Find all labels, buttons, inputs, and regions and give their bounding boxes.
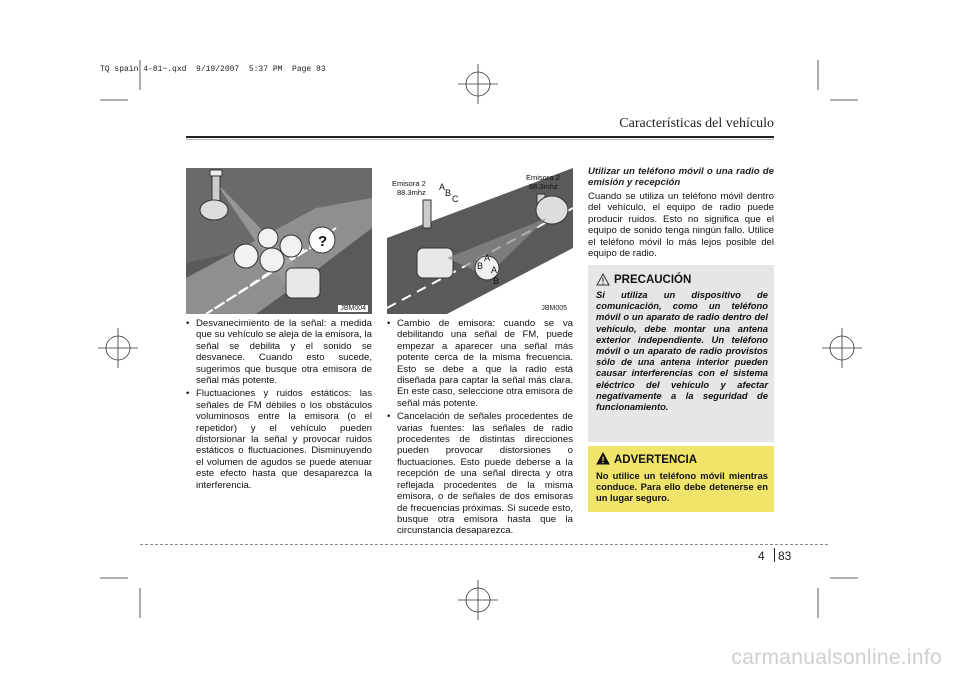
caution-title: PRECAUCIÓN (614, 274, 692, 286)
column-3 (588, 166, 774, 259)
bullet-multipath-cancel: • Cancelación de señales procedentes de varias fuentes: las señales de radio procedentes de distintas direcciones pueden provocar distorsiones o fluctuaciones. Esto puede deberse a la recepción de una señal directa y otra reflejada procedentes de la misma emisora, o de señales de dos emisoras de frecuencias próximas. Si sucede esto, busque otra emisora hasta que la circunstancia desaparezca. (387, 411, 573, 536)
letter-a-top: A (439, 182, 446, 192)
station-right-label: Emisora 2 (526, 173, 560, 182)
print-slug: TQ spain 4-81~.qxd 9/19/2007 5:37 PM Page 83 (100, 65, 326, 74)
freq-right-label: 88.3mhz (529, 182, 558, 191)
letter-b-bottom-2: B (493, 276, 500, 286)
section-title: Características del vehículo (619, 116, 774, 131)
figure-code: JBM004 (340, 305, 366, 312)
bullet-signal-fading: • Desvanecimiento de la señal: a medida que su vehículo se aleja de la emisora, la señal se debilita y el sonido se desvanece. Cuando esto sucede, sugerimos que busque otra emisora de señal más potente. (186, 318, 372, 386)
mobile-phone-body: Cuando se utiliza un teléfono móvil dentro del vehículo, el equipo de radio puede producir ruidos. Esto no significa que el equipo de sonido tenga ningún fallo. Utilice el teléfono móvil lo más lejos posible del equipo de radio. (588, 191, 774, 260)
chapter-number: 4 (758, 549, 765, 563)
figure-station-change (387, 168, 573, 314)
station-change-illustration (387, 168, 573, 314)
letter-b-bottom-1: B (477, 261, 484, 271)
header-rule (186, 136, 774, 138)
station-left-label: Emisora 2 (392, 179, 426, 188)
letter-a-bottom-2: A (491, 265, 498, 275)
watermark: carmanualsonline.info (731, 646, 942, 669)
bullet-static-noise: • Fluctuaciones y ruidos estáticos: las señales de FM débiles o los obstáculos voluminosos entre la emisora (o el repetidor) y el vehículo pueden distorsionar la señal y provocar ruidos estáticos o fluctuaciones. Disminuyendo el volumen de agudos se puede atenuar este efecto hasta que desaparezca la interferencia. (186, 388, 372, 491)
figure-signal-fading (186, 168, 372, 314)
freq-left-label: 88.3mhz (397, 188, 426, 197)
warning-title: ADVERTENCIA (614, 454, 698, 466)
caution-box (588, 265, 774, 442)
figure-code: JBM005 (541, 305, 567, 312)
caution-text: Si utiliza un dispositivo de comunicación, como un teléfono móvil o un aparato de radio dentro del vehículo, debe montar una antena exterior independiente. Un teléfono móvil o un aparato de radio provistos sólo de una antena interior pueden causar interferencias con el sistema eléctrico del vehículo y afectar negativamente a la seguridad de funcionamiento. (596, 289, 768, 413)
mobile-phone-heading: Utilizar un teléfono móvil o una radio de emisión y recepción (588, 166, 774, 188)
warning-box (588, 446, 774, 512)
signal-fading-illustration (186, 168, 372, 314)
header-rule-shadow (186, 139, 774, 140)
bullet-station-change: • Cambio de emisora: cuando se va debilitando una señal de FM, puede empezar a aparecer una señal más potente cerca de la misma frecuencia. Esto se debe a que la radio está diseñada para captar la señal más clara. En este caso, seleccione otra emisora de señal más potente. (387, 318, 573, 409)
page-divider (774, 548, 775, 562)
letter-c-top: C (452, 194, 459, 204)
footer-rule (140, 544, 828, 545)
column-1 (186, 318, 372, 493)
warning-text: No utilice un teléfono móvil mientras conduce. Para ello debe detenerse en un lugar seguro. (596, 470, 768, 504)
column-2 (387, 318, 573, 539)
page-number: 83 (778, 549, 792, 563)
letter-b-top: B (445, 188, 452, 198)
question-mark: ? (318, 233, 328, 250)
warning-triangle-icon (596, 452, 610, 465)
letter-a-bottom-1: A (484, 253, 491, 263)
caution-triangle-icon (596, 273, 610, 286)
